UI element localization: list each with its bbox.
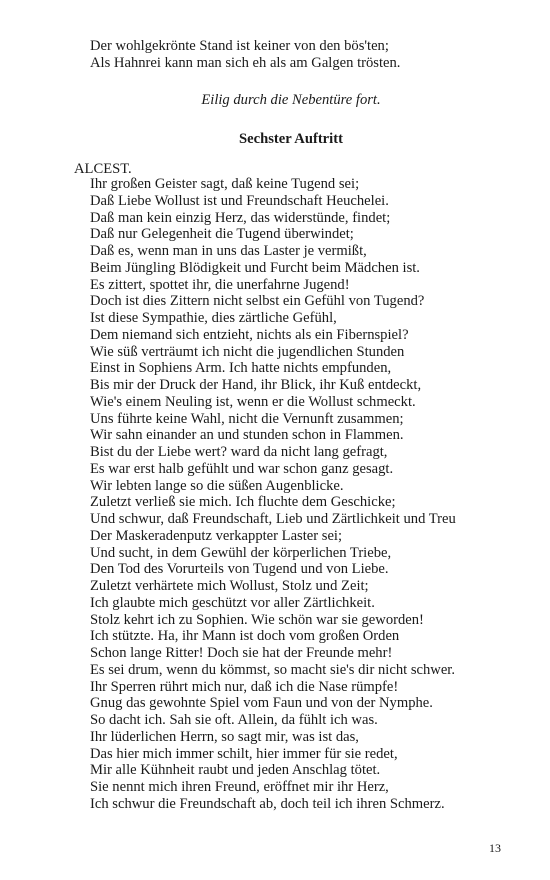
verse-line: Sie nennt mich ihren Freund, eröffnet mir ihr Herz, <box>90 779 389 795</box>
page-number: 13 <box>489 841 501 855</box>
verse-line: Ich stützte. Ha, ihr Mann ist doch vom großen Orden <box>90 628 400 645</box>
speech-block <box>90 176 456 813</box>
verse-line: Das hier mich immer schilt, hier immer für sie redet, <box>90 745 398 762</box>
verse-line: Den Tod des Vorurteils von Tugend und von Liebe. <box>90 561 389 578</box>
verse-line: Ich schwur die Freundschaft ab, doch teil ich ihren Schmerz. <box>90 795 445 812</box>
verse-line: Bis mir der Druck der Hand, ihr Blick, ihr Kuß entdeckt, <box>90 377 422 393</box>
verse-line: Stolz kehrt ich zu Sophien. Wie schön war sie geworden! <box>90 611 424 628</box>
verse-line: Ist diese Sympathie, dies zärtliche Gefühl, <box>90 310 337 326</box>
verse-line: Der Maskeradenputz verkappter Laster sei; <box>90 527 343 544</box>
verse-line: Ihr lüderlichen Herrn, so sagt mir, was ist das, <box>90 728 359 745</box>
verse-line: Beim Jüngling Blödigkeit und Furcht beim Mädchen ist. <box>90 259 420 276</box>
speaker-name: ALCEST. <box>74 161 132 177</box>
verse-line: Ich glaubte mich geschützt vor aller Zärtlichkeit. <box>90 594 375 611</box>
verse-line: Daß man kein einzig Herz, das widerstünde, findet; <box>90 209 391 226</box>
verse-line: Wie süß verträumt ich nicht die jugendlichen Stunden <box>90 343 405 360</box>
verse-line: Gnug das gewohnte Spiel vom Faun und von der Nymphe. <box>90 695 433 712</box>
verse-line: Dem niemand sich entzieht, nichts als ein Fibernspiel? <box>90 326 409 343</box>
verse-line: Daß nur Gelegenheit die Tugend überwindet; <box>90 226 354 243</box>
verse-line: Und schwur, daß Freundschaft, Lieb und Zärtlichkeit und Treu <box>90 511 456 527</box>
verse-line: Doch ist dies Zittern nicht selbst ein Gefühl von Tugend? <box>90 293 425 310</box>
verse-line: Daß es, wenn man in uns das Laster je vermißt, <box>90 243 367 259</box>
verse-line: Ihr großen Geister sagt, daß keine Tugend sei; <box>90 176 360 192</box>
top-verses <box>90 38 400 72</box>
verse-line: Wie's einem Neuling ist, wenn er die Wollust schmeckt. <box>90 393 416 410</box>
verse-line: So dacht ich. Sah sie oft. Allein, da fühlt ich was. <box>90 712 378 728</box>
verse-line: Ihr Sperren rührt mich nur, daß ich die Nase rümpfe! <box>90 678 399 695</box>
verse-line: Der wohlgekrönte Stand ist keiner von den bös'ten; <box>90 38 389 54</box>
verse-line: Mir alle Kühnheit raubt und jeden Anschlag tötet. <box>90 762 381 779</box>
scene-title: Sechster Auftritt <box>239 131 343 147</box>
verse-line: Es sei drum, wenn du kömmst, so macht sie's dir nicht schwer. <box>90 661 455 678</box>
verse-line: Es zittert, spottet ihr, die unerfahrne Jugend! <box>90 276 350 293</box>
verse-line: Und sucht, in dem Gewühl der körperlichen Triebe, <box>90 544 392 561</box>
stage-direction: Eilig durch die Nebentüre fort. <box>201 92 381 108</box>
verse-line: Einst in Sophiens Arm. Ich hatte nichts empfunden, <box>90 360 392 377</box>
verse-line: Es war erst halb gefühlt und war schon ganz gesagt. <box>90 460 394 477</box>
verse-line: Als Hahnrei kann man sich eh als am Galgen trösten. <box>90 54 401 71</box>
verse-line: Zuletzt verhärtete mich Wollust, Stolz und Zeit; <box>90 578 369 594</box>
verse-line: Zuletzt verließ sie mich. Ich fluchte dem Geschicke; <box>90 494 396 511</box>
verse-line: Schon lange Ritter! Doch sie hat der Freunde mehr! <box>90 645 393 661</box>
verse-line: Uns führte keine Wahl, nicht die Vernunft zusammen; <box>90 410 404 427</box>
verse-line: Bist du der Liebe wert? ward da nicht lang gefragt, <box>90 444 388 460</box>
verse-line: Wir lebten lange so die süßen Augenblicke. <box>90 477 344 494</box>
verse-line: Wir sahn einander an und stunden schon in Flammen. <box>90 427 404 444</box>
verse-line: Daß Liebe Wollust ist und Freundschaft Heuchelei. <box>90 192 389 209</box>
